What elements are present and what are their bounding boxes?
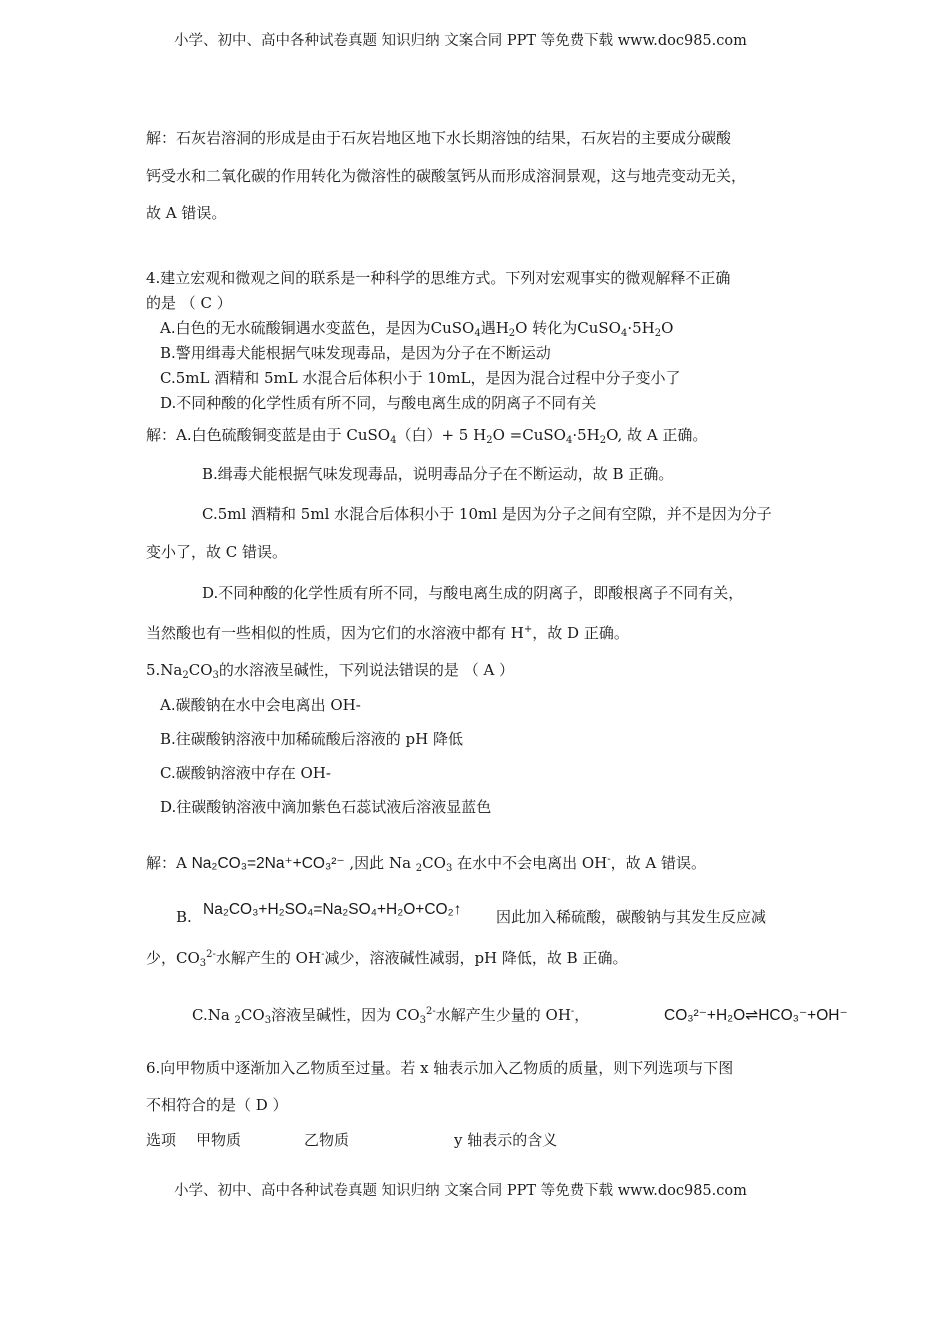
q5-stem: $5.Na_2CO_3$的水溶液呈碱性，下列说法错误的是 （ A ） (146, 661, 515, 681)
q4-solution-d-line-1: D.不同种酸的化学性质有所不同，与酸电离生成的阴离子，即酸根离子不同有关， (202, 584, 744, 602)
q5-solution-a: 解：A Na₂CO₃=2Na⁺+CO₃²⁻ ,因此 Na $_2CO_3$ 在水中不会电离出 OH-，故 A 错误。 (146, 854, 706, 874)
q5-solution-b-line-2: 少，$CO_3^{2-}$水解产生的 OH-减少，溶液碱性减弱，pH 降低，故 B 正确。 (146, 949, 628, 969)
q3-solution-line-1: 解：石灰岩溶洞的形成是由于石灰岩地区地下水长期溶蚀的结果，石灰岩的主要成分碳酸 (146, 129, 732, 147)
page-header: 小学、初中、高中各种试卷真题 知识归纳 文案合同 PPT 等免费下载 www.doc985.com (174, 33, 747, 49)
q3-solution-line-3: 故 A 错误。 (146, 204, 227, 222)
page-footer: 小学、初中、高中各种试卷真题 知识归纳 文案合同 PPT 等免费下载 www.doc985.com (174, 1183, 747, 1199)
q4-option-c: C.5mL 酒精和 5mL 水混合后体积小于 10mL，是因为混合过程中分子变小了 (160, 369, 681, 387)
q5-option-a: A.碳酸钠在水中会电离出 OH- (160, 696, 361, 714)
q4-option-d: D.不同种酸的化学性质有所不同，与酸电离生成的阴离子不同有关 (160, 394, 597, 412)
q6-table-header-y-axis: y 轴表示的含义 (454, 1131, 558, 1149)
q6-table-header-substance-a: 甲物质 (196, 1131, 242, 1149)
q4-stem-line-1: 4.建立宏观和微观之间的联系是一种科学的思维方式。下列对宏观事实的微观解释不正确 (146, 269, 731, 287)
q4-solution-c-line-2: 变小了，故 C 错误。 (146, 543, 288, 561)
q5-option-b: B.往碳酸钠溶液中加稀硫酸后溶液的 pH 降低 (160, 730, 464, 748)
q4-option-b: B.警用缉毒犬能根据气味发现毒品，是因为分子在不断运动 (160, 344, 551, 362)
q5-solution-b-label: B. (176, 908, 192, 926)
q4-option-a: A.白色的无水硫酸铜遇水变蓝色，是因为CuSO$_4$遇$H_2O$ 转化为$CuSO_4\cdot 5H_2O$ (160, 319, 674, 339)
q6-table-header-option: 选项 (146, 1131, 177, 1149)
q4-solution-b: B.缉毒犬能根据气味发现毒品，说明毒品分子在不断运动，故 B 正确。 (202, 465, 674, 483)
q4-solution-a: 解：A.白色硫酸铜变蓝是由于 CuSO$_4$（白）+ 5 $H_2O$ $=CuSO_4\cdot 5H_2O$, 故 A 正确。 (146, 426, 708, 446)
equation-ionization: Na₂CO₃=2Na⁺+CO₃²⁻ (191, 855, 345, 872)
q3-solution-line-2: 钙受水和二氧化碳的作用转化为微溶性的碳酸氢钙从而形成溶洞景观，这与地壳变动无关， (146, 167, 747, 185)
equation-sulfuric-reaction: Na₂CO₃+H₂SO₄=Na₂SO₄+H₂O+CO₂↑ (203, 901, 462, 918)
q6-stem-line-2: 不相符合的是（ D ） (146, 1096, 288, 1114)
equation-hydrolysis: CO₃²⁻+H₂O⇌HCO₃⁻+OH⁻ (664, 1007, 848, 1024)
q5-solution-b-line-1: 因此加入稀硫酸，碳酸钠与其发生反应减 (496, 908, 767, 926)
q4-stem-line-2: 的是 （ C ） (146, 294, 232, 312)
q6-stem-line-1: 6.向甲物质中逐渐加入乙物质至过量。若 x 轴表示加入乙物质的质量，则下列选项与下图 (146, 1059, 734, 1077)
q5-option-d: D.往碳酸钠溶液中滴加紫色石蕊试液后溶液显蓝色 (160, 798, 492, 816)
q4-solution-d-line-2: 当然酸也有一些相似的性质，因为它们的水溶液中都有 H+，故 D 正确。 (146, 624, 629, 642)
q4-solution-c-line-1: C.5ml 酒精和 5ml 水混合后体积小于 10ml 是因为分子之间有空隙，并不是因为分子 (202, 505, 772, 523)
q6-table-header-substance-b: 乙物质 (304, 1131, 350, 1149)
q5-option-c: C.碳酸钠溶液中存在 OH- (160, 764, 331, 782)
q5-solution-c: C.Na $_2CO_3$溶液呈碱性，因为 $CO_3^{2-}$水解产生少量的 OH-， (192, 1006, 590, 1026)
